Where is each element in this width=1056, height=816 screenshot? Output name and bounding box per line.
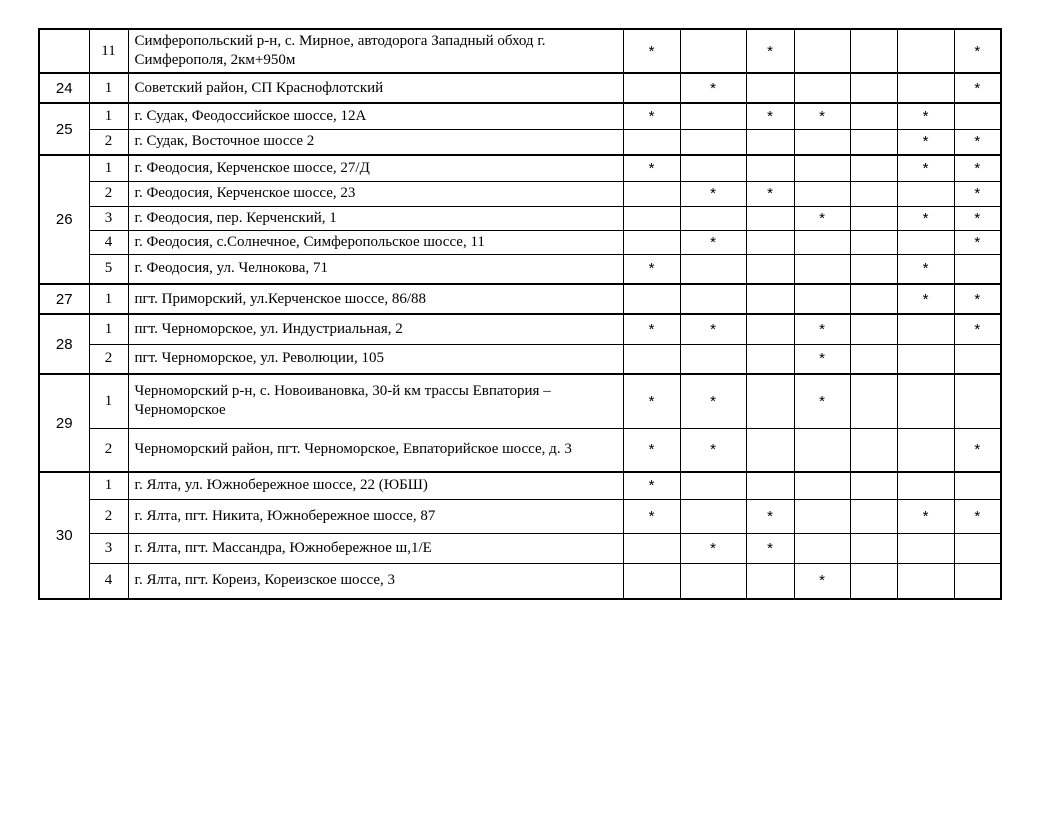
mark-cell xyxy=(954,103,1001,129)
mark-cell xyxy=(794,29,850,73)
mark-cell xyxy=(954,472,1001,499)
address-cell: г. Феодосия, пер. Керченский, 1 xyxy=(128,206,623,230)
mark-cell: * xyxy=(680,374,746,428)
mark-cell xyxy=(794,254,850,284)
address-cell: Симферопольский р-н, с. Мирное, автодорога Западный обход г. Симферополя, 2км+950м xyxy=(128,29,623,73)
table-row xyxy=(39,129,1001,155)
mark-cell: * xyxy=(794,103,850,129)
mark-cell: * xyxy=(680,73,746,103)
table-row xyxy=(39,374,1001,428)
group-number: 28 xyxy=(39,314,89,374)
mark-cell xyxy=(623,181,680,206)
mark-cell xyxy=(897,181,954,206)
mark-cell xyxy=(850,129,897,155)
mark-cell xyxy=(954,344,1001,374)
group-number: 29 xyxy=(39,374,89,472)
mark-cell xyxy=(897,563,954,599)
mark-cell xyxy=(746,314,794,344)
mark-cell xyxy=(623,563,680,599)
mark-cell: * xyxy=(794,314,850,344)
mark-cell xyxy=(680,129,746,155)
mark-cell xyxy=(623,533,680,563)
address-cell: Черноморский р-н, с. Новоивановка, 30-й км трассы Евпатория – Черноморское xyxy=(128,374,623,428)
item-number: 2 xyxy=(89,499,128,533)
mark-cell xyxy=(794,155,850,181)
address-cell: пгт. Приморский, ул.Керченское шоссе, 86/88 xyxy=(128,284,623,314)
mark-cell xyxy=(746,155,794,181)
mark-cell: * xyxy=(680,181,746,206)
mark-cell xyxy=(897,428,954,472)
mark-cell xyxy=(746,230,794,254)
mark-cell xyxy=(794,129,850,155)
mark-cell xyxy=(850,155,897,181)
mark-cell: * xyxy=(954,284,1001,314)
table-row xyxy=(39,103,1001,129)
address-cell: г. Ялта, пгт. Кореиз, Кореизское шоссе, 3 xyxy=(128,563,623,599)
mark-cell xyxy=(897,314,954,344)
mark-cell: * xyxy=(746,29,794,73)
mark-cell xyxy=(794,533,850,563)
mark-cell xyxy=(897,73,954,103)
mark-cell: * xyxy=(794,374,850,428)
locations-table xyxy=(38,28,1002,600)
mark-cell: * xyxy=(746,533,794,563)
mark-cell: * xyxy=(897,103,954,129)
mark-cell xyxy=(850,230,897,254)
mark-cell: * xyxy=(897,206,954,230)
mark-cell xyxy=(897,344,954,374)
mark-cell xyxy=(623,129,680,155)
mark-cell: * xyxy=(680,230,746,254)
item-number: 2 xyxy=(89,344,128,374)
mark-cell xyxy=(746,374,794,428)
item-number: 3 xyxy=(89,206,128,230)
mark-cell xyxy=(746,563,794,599)
mark-cell: * xyxy=(794,206,850,230)
table-row xyxy=(39,472,1001,499)
mark-cell: * xyxy=(746,103,794,129)
mark-cell xyxy=(850,374,897,428)
mark-cell xyxy=(680,103,746,129)
mark-cell xyxy=(746,129,794,155)
table-row xyxy=(39,344,1001,374)
table-row xyxy=(39,155,1001,181)
table-row xyxy=(39,254,1001,284)
table-row xyxy=(39,563,1001,599)
mark-cell: * xyxy=(897,129,954,155)
mark-cell: * xyxy=(746,499,794,533)
mark-cell: * xyxy=(680,314,746,344)
mark-cell: * xyxy=(954,181,1001,206)
mark-cell xyxy=(680,499,746,533)
address-cell: Черноморский район, пгт. Черноморское, Евпаторийское шоссе, д. 3 xyxy=(128,428,623,472)
mark-cell: * xyxy=(954,499,1001,533)
mark-cell: * xyxy=(623,428,680,472)
mark-cell: * xyxy=(794,563,850,599)
mark-cell: * xyxy=(680,533,746,563)
mark-cell xyxy=(794,73,850,103)
mark-cell xyxy=(623,344,680,374)
table-row xyxy=(39,314,1001,344)
mark-cell: * xyxy=(623,103,680,129)
item-number: 4 xyxy=(89,230,128,254)
table-row xyxy=(39,230,1001,254)
item-number: 4 xyxy=(89,563,128,599)
mark-cell xyxy=(850,314,897,344)
table-row xyxy=(39,428,1001,472)
address-cell: пгт. Черноморское, ул. Революции, 105 xyxy=(128,344,623,374)
table-row xyxy=(39,73,1001,103)
mark-cell xyxy=(746,284,794,314)
mark-cell xyxy=(897,374,954,428)
mark-cell xyxy=(850,563,897,599)
mark-cell: * xyxy=(897,155,954,181)
item-number: 11 xyxy=(89,29,128,73)
address-cell: г. Ялта, ул. Южнобережное шоссе, 22 (ЮБШ) xyxy=(128,472,623,499)
item-number: 1 xyxy=(89,155,128,181)
mark-cell xyxy=(850,472,897,499)
mark-cell: * xyxy=(623,499,680,533)
mark-cell xyxy=(746,344,794,374)
item-number: 3 xyxy=(89,533,128,563)
table-row xyxy=(39,533,1001,563)
mark-cell xyxy=(680,472,746,499)
group-number: 30 xyxy=(39,472,89,599)
mark-cell: * xyxy=(954,129,1001,155)
mark-cell: * xyxy=(954,206,1001,230)
mark-cell xyxy=(850,254,897,284)
mark-cell xyxy=(680,344,746,374)
mark-cell xyxy=(850,344,897,374)
mark-cell: * xyxy=(794,344,850,374)
item-number: 1 xyxy=(89,103,128,129)
mark-cell xyxy=(623,73,680,103)
mark-cell xyxy=(680,254,746,284)
mark-cell: * xyxy=(623,314,680,344)
mark-cell xyxy=(850,206,897,230)
item-number: 2 xyxy=(89,181,128,206)
mark-cell: * xyxy=(954,29,1001,73)
group-number xyxy=(39,29,89,73)
item-number: 2 xyxy=(89,129,128,155)
mark-cell xyxy=(897,230,954,254)
mark-cell xyxy=(850,533,897,563)
mark-cell xyxy=(794,499,850,533)
mark-cell xyxy=(897,533,954,563)
mark-cell xyxy=(850,103,897,129)
item-number: 1 xyxy=(89,284,128,314)
mark-cell xyxy=(954,563,1001,599)
mark-cell xyxy=(954,254,1001,284)
mark-cell xyxy=(850,29,897,73)
table-row xyxy=(39,181,1001,206)
item-number: 1 xyxy=(89,374,128,428)
mark-cell xyxy=(897,472,954,499)
mark-cell xyxy=(623,284,680,314)
address-cell: г. Судак, Феодоссийское шоссе, 12А xyxy=(128,103,623,129)
mark-cell xyxy=(623,206,680,230)
mark-cell xyxy=(746,254,794,284)
mark-cell xyxy=(746,428,794,472)
mark-cell xyxy=(680,563,746,599)
address-cell: г. Феодосия, Керченское шоссе, 27/Д xyxy=(128,155,623,181)
address-cell: г. Феодосия, Керченское шоссе, 23 xyxy=(128,181,623,206)
address-cell: пгт. Черноморское, ул. Индустриальная, 2 xyxy=(128,314,623,344)
mark-cell: * xyxy=(680,428,746,472)
mark-cell xyxy=(680,284,746,314)
mark-cell: * xyxy=(897,254,954,284)
mark-cell: * xyxy=(623,472,680,499)
mark-cell xyxy=(954,374,1001,428)
address-cell: Советский район, СП Краснофлотский xyxy=(128,73,623,103)
item-number: 5 xyxy=(89,254,128,284)
mark-cell xyxy=(954,533,1001,563)
table-row xyxy=(39,29,1001,73)
mark-cell xyxy=(794,181,850,206)
mark-cell: * xyxy=(954,314,1001,344)
mark-cell: * xyxy=(954,428,1001,472)
mark-cell: * xyxy=(623,254,680,284)
mark-cell xyxy=(850,428,897,472)
mark-cell xyxy=(680,206,746,230)
mark-cell xyxy=(850,284,897,314)
item-number: 1 xyxy=(89,472,128,499)
mark-cell: * xyxy=(897,499,954,533)
mark-cell: * xyxy=(746,181,794,206)
mark-cell xyxy=(794,230,850,254)
mark-cell: * xyxy=(954,155,1001,181)
mark-cell xyxy=(850,181,897,206)
mark-cell xyxy=(746,73,794,103)
address-cell: г. Феодосия, ул. Челнокова, 71 xyxy=(128,254,623,284)
address-cell: г. Судак, Восточное шоссе 2 xyxy=(128,129,623,155)
mark-cell xyxy=(794,428,850,472)
item-number: 1 xyxy=(89,73,128,103)
group-number: 24 xyxy=(39,73,89,103)
mark-cell xyxy=(794,284,850,314)
mark-cell xyxy=(850,73,897,103)
mark-cell: * xyxy=(623,155,680,181)
group-number: 27 xyxy=(39,284,89,314)
item-number: 2 xyxy=(89,428,128,472)
mark-cell: * xyxy=(623,374,680,428)
mark-cell: * xyxy=(897,284,954,314)
mark-cell xyxy=(746,206,794,230)
mark-cell xyxy=(623,230,680,254)
mark-cell xyxy=(680,29,746,73)
item-number: 1 xyxy=(89,314,128,344)
mark-cell xyxy=(850,499,897,533)
address-cell: г. Ялта, пгт. Никита, Южнобережное шоссе, 87 xyxy=(128,499,623,533)
address-cell: г. Ялта, пгт. Массандра, Южнобережное ш,1/Е xyxy=(128,533,623,563)
table-row xyxy=(39,499,1001,533)
mark-cell xyxy=(680,155,746,181)
group-number: 26 xyxy=(39,155,89,284)
mark-cell: * xyxy=(623,29,680,73)
group-number: 25 xyxy=(39,103,89,155)
address-cell: г. Феодосия, с.Солнечное, Симферопольское шоссе, 11 xyxy=(128,230,623,254)
mark-cell xyxy=(746,472,794,499)
mark-cell: * xyxy=(954,230,1001,254)
mark-cell xyxy=(897,29,954,73)
table-row xyxy=(39,284,1001,314)
mark-cell xyxy=(794,472,850,499)
mark-cell: * xyxy=(954,73,1001,103)
table-row xyxy=(39,206,1001,230)
